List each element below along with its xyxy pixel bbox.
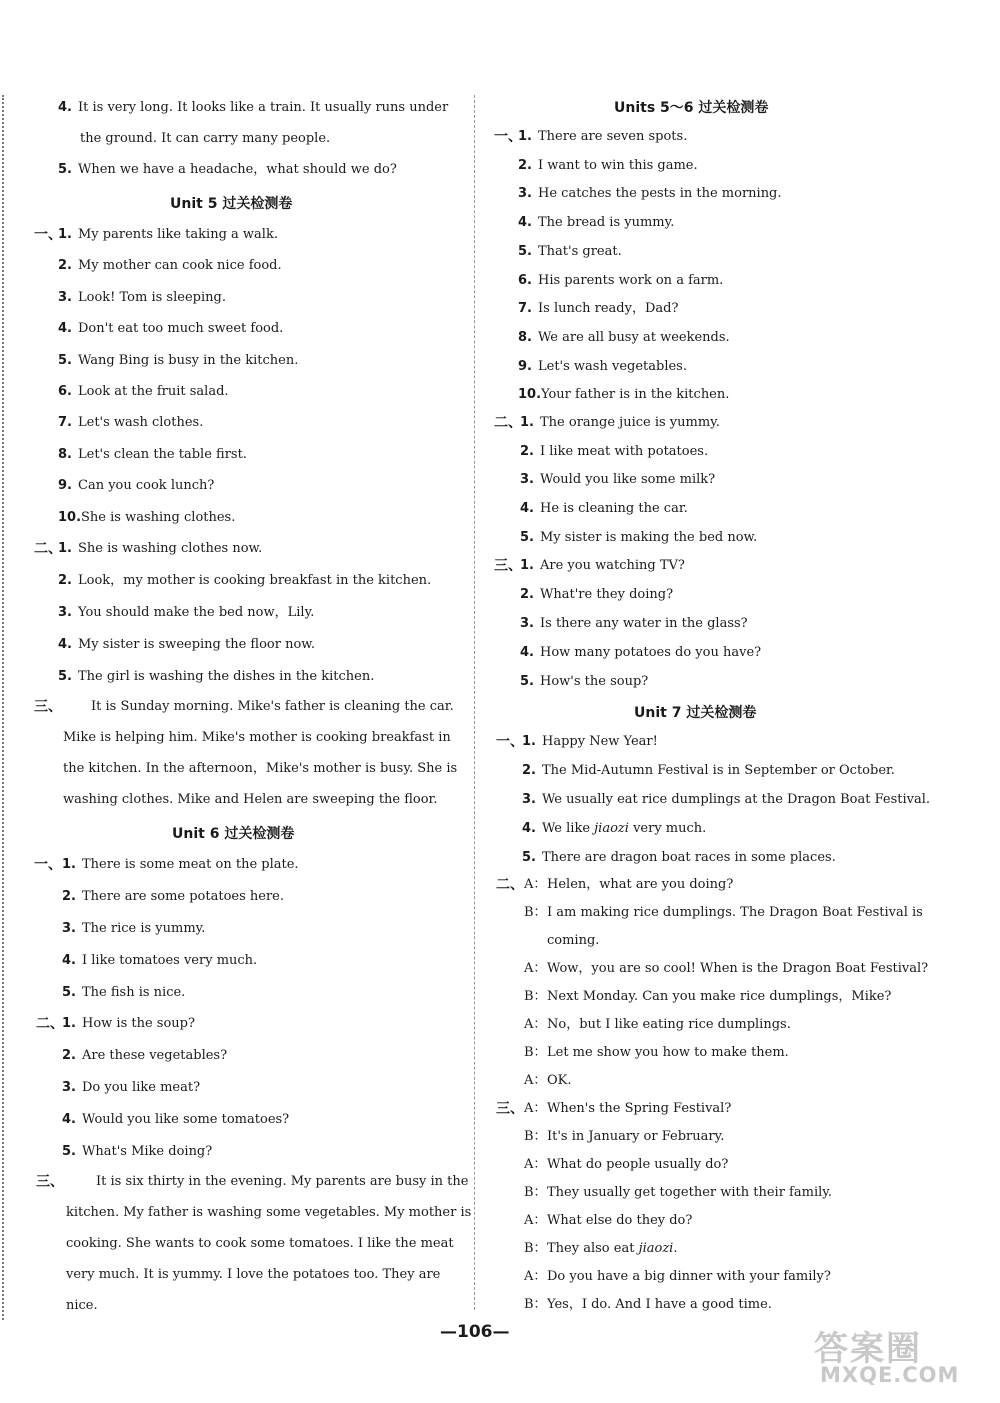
item-number: 9. xyxy=(518,358,532,374)
item-text: My mother can cook nice food. xyxy=(78,258,282,274)
item-number: 7. xyxy=(58,415,72,431)
list-item xyxy=(58,352,298,370)
item-number: 5. xyxy=(520,674,534,689)
item-text: Don't eat too much sweet food. xyxy=(78,321,284,337)
speaker-label: A： xyxy=(524,1157,547,1172)
speaker-label: A： xyxy=(524,1269,547,1284)
item-number: 9. xyxy=(58,478,72,494)
list-item xyxy=(520,471,715,489)
list-item xyxy=(58,226,278,244)
section-marker: 二、 xyxy=(494,415,522,431)
item-number: 1. xyxy=(518,129,532,144)
list-item xyxy=(62,1047,227,1065)
item-text: Look! Tom is sleeping. xyxy=(78,289,226,305)
item-number: 10. xyxy=(58,509,82,525)
list-item xyxy=(58,540,262,558)
item-text: I like tomatoes very much. xyxy=(82,953,258,968)
item-number: 5. xyxy=(58,162,72,177)
item-number: 5. xyxy=(518,243,532,259)
item-text: It is very long. It looks like a train. It usually runs under xyxy=(78,100,449,115)
item-number: 4. xyxy=(58,637,72,652)
item-text: Do you like meat? xyxy=(82,1080,201,1095)
item-text: Are these vegetables? xyxy=(82,1048,228,1063)
list-item xyxy=(58,383,229,401)
item-text: Let's clean the table first. xyxy=(78,446,247,462)
list-item xyxy=(62,1015,195,1033)
speaker-label: B： xyxy=(524,905,547,920)
list-item xyxy=(58,320,283,338)
list-item xyxy=(518,128,687,146)
list-item xyxy=(58,289,226,307)
italic-word: jiaozi xyxy=(594,821,629,836)
dialogue-line: Helen，what are you doing? xyxy=(547,877,734,892)
list-item xyxy=(62,1111,289,1129)
section-marker: 二、 xyxy=(34,541,62,557)
section-marker: 一、 xyxy=(34,857,62,873)
section-marker: 三、 xyxy=(496,1101,524,1117)
list-item xyxy=(520,673,648,691)
list-item xyxy=(58,257,282,275)
paragraph-line: kitchen. My father is washing some vegetables. My mother is xyxy=(66,1205,472,1220)
item-text: What's Mike doing? xyxy=(82,1144,213,1159)
speaker-label: B： xyxy=(524,1185,547,1200)
item-number: 2. xyxy=(58,573,72,588)
item-number: 4. xyxy=(520,501,534,517)
item-text: How's the soup? xyxy=(540,674,649,689)
item-text: There are dragon boat races in some places. xyxy=(542,850,836,865)
list-item xyxy=(520,529,757,547)
dialogue-line: No，but I like eating rice dumplings. xyxy=(547,1017,791,1032)
list-item xyxy=(520,586,673,604)
item-number: 1. xyxy=(520,415,534,430)
item-text: I want to win this game. xyxy=(538,157,698,173)
dialogue-line: Do you have a big dinner with your family? xyxy=(547,1269,831,1284)
item-text: He catches the pests in the morning. xyxy=(538,186,782,202)
item-number: 2. xyxy=(520,587,534,602)
item-text: How many potatoes do you have? xyxy=(540,645,762,660)
section-marker: 二、 xyxy=(496,877,524,893)
section-marker: 三、 xyxy=(494,558,522,574)
section-marker: 一、 xyxy=(494,129,522,145)
item-text: Happy New Year! xyxy=(542,734,658,749)
item-text: There are seven spots. xyxy=(538,129,688,144)
speaker-label: B： xyxy=(524,989,547,1004)
item-text: We are all busy at weekends. xyxy=(538,329,730,345)
list-item xyxy=(58,572,431,590)
paragraph-line: It is six thirty in the evening. My parents are busy in the xyxy=(96,1174,469,1189)
dialogue-line: I am making rice dumplings. The Dragon Boat Festival is xyxy=(547,905,923,920)
paragraph-line: cooking. She wants to cook some tomatoes. I like the meat xyxy=(66,1236,454,1251)
paragraph-line: It is Sunday morning. Mike's father is cleaning the car. xyxy=(91,699,454,714)
list-item xyxy=(518,243,622,261)
item-number: 1. xyxy=(58,227,72,242)
list-item xyxy=(58,477,214,495)
speaker-label: A： xyxy=(524,1073,547,1088)
item-number: 5. xyxy=(62,1144,76,1159)
item-number: 4. xyxy=(58,321,72,337)
list-item xyxy=(62,920,205,938)
dialogue-line: They also eat jiaozi. xyxy=(547,1241,678,1256)
section-marker: 二、 xyxy=(36,1016,64,1032)
item-number: 1. xyxy=(520,558,534,573)
dialogue-line: Wow，you are so cool! When is the Dragon Boat Festival? xyxy=(547,961,929,976)
paragraph-line: very much. It is yummy. I love the potatoes too. They are xyxy=(66,1267,441,1282)
list-item xyxy=(58,446,247,464)
item-text: Wang Bing is busy in the kitchen. xyxy=(78,352,299,368)
unit56-title: Units 5～6 过关检测卷 xyxy=(614,100,769,116)
speaker-label: A： xyxy=(524,1213,547,1228)
list-item xyxy=(520,443,708,461)
item-number: 2. xyxy=(62,1048,76,1063)
list-item xyxy=(518,185,782,203)
list-item xyxy=(58,161,397,179)
item-text: Is there any water in the glass? xyxy=(540,616,748,631)
item-number: 5. xyxy=(62,985,76,1000)
item-number: 3. xyxy=(520,616,534,631)
binding-edge xyxy=(2,95,18,1320)
list-item xyxy=(62,984,185,1002)
item-number: 3. xyxy=(58,289,72,305)
list-item xyxy=(58,414,203,432)
item-text: We like jiaozi very much. xyxy=(542,821,707,836)
list-item xyxy=(520,414,720,432)
unit5-title: Unit 5 过关检测卷 xyxy=(170,196,293,212)
item-number: 2. xyxy=(62,889,76,904)
item-number: 3. xyxy=(520,472,534,488)
item-text: Would you like some tomatoes? xyxy=(82,1112,290,1127)
dialogue-line: Yes，I do. And I have a good time. xyxy=(547,1297,772,1312)
item-number: 6. xyxy=(518,272,532,288)
item-text: Would you like some milk? xyxy=(540,472,716,488)
paragraph-line: washing clothes. Mike and Helen are sweeping the floor. xyxy=(63,792,438,807)
item-number: 3. xyxy=(62,921,76,936)
dialogue-line: OK. xyxy=(547,1073,572,1088)
item-number: 3. xyxy=(58,605,72,620)
list-item xyxy=(518,157,698,175)
list-item xyxy=(520,615,748,633)
item-text: His parents work on a farm. xyxy=(538,272,724,288)
list-item xyxy=(58,668,374,686)
list-item xyxy=(518,272,723,290)
item-number: 6. xyxy=(58,384,72,399)
item-text: The fish is nice. xyxy=(82,985,186,1000)
item-text: When we have a headache，what should we do? xyxy=(78,162,397,177)
item-number: 1. xyxy=(62,1016,76,1031)
list-item xyxy=(522,849,836,867)
speaker-label: A： xyxy=(524,1017,547,1032)
column-divider xyxy=(474,95,475,1310)
list-item xyxy=(522,820,706,838)
section-marker: 三、 xyxy=(36,1174,64,1190)
item-text: My parents like taking a walk. xyxy=(78,227,278,242)
item-number: 3. xyxy=(522,792,536,807)
item-text: Is lunch ready，Dad? xyxy=(538,301,679,317)
speaker-label: B： xyxy=(524,1129,547,1144)
item-text: There are some potatoes here. xyxy=(82,889,284,904)
dialogue-line: What do people usually do? xyxy=(547,1157,729,1172)
item-number: 3. xyxy=(62,1080,76,1095)
dialogue-line: What else do they do? xyxy=(547,1213,693,1228)
list-item xyxy=(58,604,314,622)
section-marker: 一、 xyxy=(34,227,62,243)
item-number: 4. xyxy=(522,821,536,836)
dialogue-line: Let me show you how to make them. xyxy=(547,1045,789,1060)
item-text: We usually eat rice dumplings at the Dragon Boat Festival. xyxy=(542,792,931,807)
item-text: Your father is in the kitchen. xyxy=(541,387,730,403)
page-number: —106— xyxy=(440,1322,510,1342)
item-text: There is some meat on the plate. xyxy=(82,857,299,872)
item-text: How is the soup? xyxy=(82,1016,195,1031)
list-item xyxy=(522,762,895,780)
dialogue-line: It's in January or February. xyxy=(547,1129,725,1144)
item-number: 4. xyxy=(62,1112,76,1127)
section-marker: 三、 xyxy=(34,699,62,715)
item-number: 1. xyxy=(62,857,76,872)
item-text: He is cleaning the car. xyxy=(540,501,688,517)
item-text: Let's wash vegetables. xyxy=(538,358,687,374)
italic-word: jiaozi xyxy=(638,1241,674,1256)
item-number: 8. xyxy=(58,446,72,462)
item-text: You should make the bed now，Lily. xyxy=(78,605,315,620)
speaker-label: A： xyxy=(524,1101,547,1116)
list-item xyxy=(520,500,688,518)
list-item xyxy=(58,636,315,654)
list-item xyxy=(522,733,658,751)
speaker-label: A： xyxy=(524,961,547,976)
speaker-label: B： xyxy=(524,1241,547,1256)
list-item xyxy=(518,329,730,347)
item-number: 2. xyxy=(58,258,72,274)
dialogue-line: They usually get together with their family. xyxy=(547,1185,833,1200)
item-text: She is washing clothes now. xyxy=(78,541,263,556)
item-number: 7. xyxy=(518,301,532,317)
item-number: 10. xyxy=(518,387,542,403)
item-number: 5. xyxy=(58,669,72,684)
list-item-continued: the ground. It can carry many people. xyxy=(80,131,331,146)
item-text: The rice is yummy. xyxy=(82,921,206,936)
item-text: The girl is washing the dishes in the kitchen. xyxy=(78,669,375,684)
item-number: 4. xyxy=(62,953,76,968)
item-number: 1. xyxy=(522,734,536,749)
speaker-label: B： xyxy=(524,1045,547,1060)
item-number: 5. xyxy=(522,850,536,865)
section-marker: 一、 xyxy=(496,734,524,750)
list-item xyxy=(58,509,235,527)
item-text: Can you cook lunch? xyxy=(78,478,215,494)
item-number: 2. xyxy=(520,443,534,459)
dialogue-line: coming. xyxy=(547,933,600,948)
item-text: That's great. xyxy=(538,243,622,259)
list-item xyxy=(520,557,685,575)
item-number: 4. xyxy=(520,645,534,660)
unit7-title: Unit 7 过关检测卷 xyxy=(634,705,757,721)
paragraph-line: Mike is helping him. Mike's mother is cooking breakfast in xyxy=(63,730,451,745)
list-item xyxy=(520,644,761,662)
item-text: The bread is yummy. xyxy=(538,215,675,231)
item-text: I like meat with potatoes. xyxy=(540,443,709,459)
list-item xyxy=(522,791,930,809)
list-item xyxy=(62,888,284,906)
item-text: Look at the fruit salad. xyxy=(78,384,229,399)
item-text: The orange juice is yummy. xyxy=(540,415,720,430)
paragraph-line: the kitchen. In the afternoon，Mike's mother is busy. She is xyxy=(63,761,458,776)
list-item xyxy=(62,1143,212,1161)
speaker-label: B： xyxy=(524,1297,547,1312)
dialogue-line: When's the Spring Festival? xyxy=(547,1101,732,1116)
item-number: 8. xyxy=(518,329,532,345)
speaker-label: A： xyxy=(524,877,547,892)
list-item xyxy=(518,214,674,232)
watermark-top: 答案圈 xyxy=(814,1329,922,1369)
item-number: 3. xyxy=(518,186,532,202)
item-number: 5. xyxy=(58,352,72,368)
item-number: 2. xyxy=(518,157,532,173)
item-number: 4. xyxy=(58,100,72,115)
item-text: Are you watching TV? xyxy=(540,558,685,573)
dialogue-line: Next Monday. Can you make rice dumplings，Mike? xyxy=(547,989,892,1004)
item-number: 4. xyxy=(518,215,532,231)
list-item xyxy=(58,99,448,117)
item-text: My sister is sweeping the floor now. xyxy=(78,637,316,652)
list-item xyxy=(62,856,299,874)
item-text: She is washing clothes. xyxy=(81,509,236,525)
item-number: 1. xyxy=(58,541,72,556)
list-item xyxy=(518,358,687,376)
item-text: My sister is making the bed now. xyxy=(540,529,758,545)
item-text: The Mid-Autumn Festival is in September or October. xyxy=(542,763,895,778)
item-number: 2. xyxy=(522,763,536,778)
item-text: Look，my mother is cooking breakfast in the kitchen. xyxy=(78,573,432,588)
unit6-title: Unit 6 过关检测卷 xyxy=(172,826,295,842)
list-item xyxy=(518,386,729,404)
list-item xyxy=(62,1079,200,1097)
item-text: What're they doing? xyxy=(540,587,674,602)
paragraph-line: nice. xyxy=(66,1298,98,1313)
list-item xyxy=(62,952,257,970)
item-number: 5. xyxy=(520,529,534,545)
list-item xyxy=(518,300,678,318)
item-text: Let's wash clothes. xyxy=(78,415,204,431)
watermark-bottom: MXQE.COM xyxy=(820,1363,960,1387)
watermark-logo xyxy=(802,1321,992,1391)
